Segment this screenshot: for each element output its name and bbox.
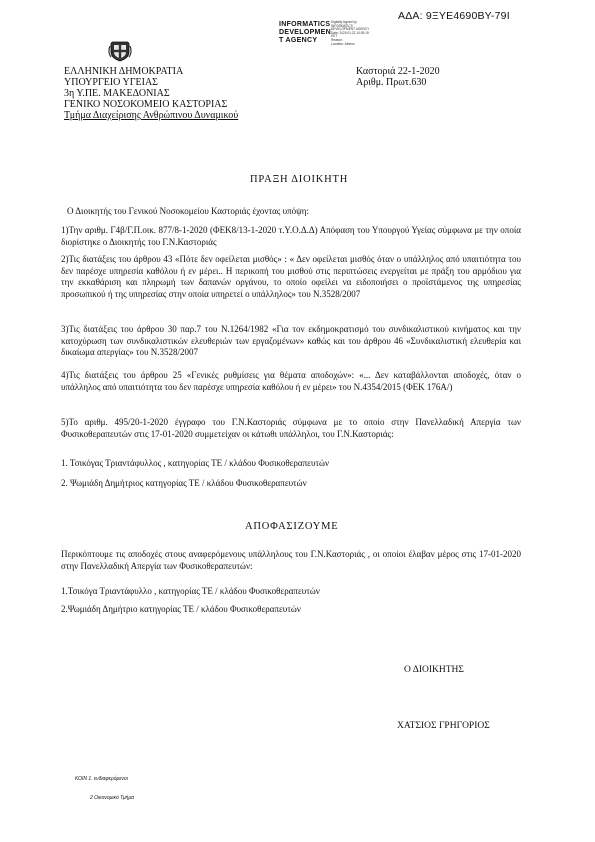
greek-coat-of-arms-emblem <box>108 39 132 66</box>
signature-detail-line: Date: 2020.01.22 10:39:15 <box>331 30 369 35</box>
employee-list-item: 1. Τσικόγας Τριαντάφυλλος , κατηγορίας ΤΕ / κλάδου Φυσικοθεραπευτών <box>61 458 330 468</box>
header-line: ΓΕΝΙΚΟ ΝΟΣΟΚΟΜΕΙΟ ΚΑΣΤΟΡΙΑΣ <box>64 99 228 110</box>
agency-line: INFORMATICS <box>279 21 331 28</box>
digital-signature-stamp <box>279 21 331 45</box>
signature-name: ΧΑΤΣΙΟΣ ΓΡΗΓΟΡΙΟΣ <box>397 721 490 731</box>
place-date-block <box>356 66 440 88</box>
intro-text: Ο Διοικητής του Γενικού Νοσοκομείου Καστοριάς έχοντας υπόψη: <box>67 206 309 216</box>
organisation-header <box>64 66 238 121</box>
consideration-1: 1)Την αριθμ. Γ4β/Γ.Π.οικ. 877/8-1-2020 (ΦΕΚ8/13-1-2020 τ.Υ.Ο.Δ.Δ) Απόφαση του Υπουργού Υγείας σύμφωνα με την οποία διορίστηκε ο Διοικητής του Γ.Ν.Καστοριάς <box>61 225 521 247</box>
consideration-4: 4)Τις διατάξεις του άρθρου 25 «Γενικές ρυθμίσεις για θέματα αποδοχών»: «... Δεν καταβάλλονται αποδοχές, όταν ο υπάλληλος από υπαιτιότητα του δεν παρέσχε υπηρεσία καθόλου ή εν μέρει» του Ν.4354/2015 (ΦΕΚ 176Α/) <box>61 370 521 392</box>
signature-detail-line: Reason: <box>331 37 343 42</box>
signature-role: Ο ΔΙΟΙΚΗΤΗΣ <box>404 665 464 675</box>
footer-cc-line: 2 Οικονομικό Τμήμα <box>90 795 134 801</box>
digital-signature-details <box>331 21 369 46</box>
decision-title: ΑΠΟΦΑΣΙΖΟΥΜΕ <box>245 521 339 532</box>
protocol-number: Αριθμ. Πρωτ.630 <box>356 77 427 88</box>
decision-list-item: 1.Τσικόγα Τριαντάφυλλο , κατηγορίας ΤΕ / κλάδου Φυσικοθεραπευτών <box>61 586 320 596</box>
agency-line: DEVELOPMEN <box>279 29 332 36</box>
header-line: 3η Υ.ΠΕ. ΜΑΚΕΔΟΝΙΑΣ <box>64 88 170 99</box>
decision-list-item: 2.Ψωμιάδη Δημήτριο κατηγορίας ΤΕ / κλάδου Φυσικοθεραπευτών <box>61 604 301 614</box>
department-name: Τμήμα Διαχείρισης Ανθρώπινου Δυναμικού <box>64 110 239 121</box>
signature-detail-line: DEVELOPMENT AGENCY <box>331 27 370 32</box>
consideration-5: 5)Το αριθμ. 495/20-1-2020 έγγραφο του Γ.Ν.Καστοριάς σύμφωνα με το οποίο στην Πανελλαδική Απεργία των Φυσικοθεραπευτών στις 17-01-2020 συμμετείχαν οι κάτωθι υπάλληλοι, του Γ.Ν.Καστοριάς: <box>61 417 521 439</box>
signature-detail-line: EET <box>331 34 338 39</box>
consideration-3: 3)Τις διατάξεις του άρθρου 30 παρ.7 του Ν.1264/1982 «Για τον εκδημοκρατισμό του συνδικαλιστικού κινήματος και την κατοχύρωση των συνδικαλιστικών ελευθεριών των εργαζομένων» καθώς και του άρθρου 46 «Συνδικαλιστική ελευθερία και δικαίωμα απεργίας» του Ν.3528/2007 <box>61 324 521 358</box>
place-date: Καστοριά 22-1-2020 <box>356 66 440 77</box>
employee-list-item: 2. Ψωμιάδη Δημήτριος κατηγορίας ΤΕ / κλάδου Φυσικοθεραπευτών <box>61 478 307 488</box>
document-title: ΠΡΑΞΗ ΔΙΟΙΚΗΤΗ <box>250 174 349 185</box>
signature-detail-line: Digitally signed by <box>331 20 357 24</box>
signature-detail-line: Location: Athens <box>331 41 355 46</box>
ada-code: ΑΔΑ: 9ΞΥΕ4690ΒΥ-79Ι <box>398 10 510 22</box>
footer-cc-line: ΚΟΙΝ 1. ενδιαφερόμενοι <box>75 776 128 782</box>
consideration-2: 2)Τις διατάξεις του άρθρου 43 «Πότε δεν οφείλεται μισθός» : « Δεν οφείλεται μισθός όταν ο υπάλληλος από υπαιτιότητα του δεν παρέσχε υπηρεσία καθόλου ή εν μέρει.. Η περικοπή του μισθού στις περιπτώσεις ενεργείται με πράξη του αρμόδιου για την εκκαθάριση και πληρωμή των δαπανών οργάνου, το οποίο οφείλει να ειδοποιήσει ο προϊστάμενος της υπηρεσίας προσωπικού ή της υπηρεσίας στην οποία υπηρετεί ο υπάλληλος» του Ν.3528/2007 <box>61 254 521 300</box>
header-line: ΥΠΟΥΡΓΕΙΟ ΥΓΕΙΑΣ <box>64 77 159 88</box>
decision-text: Περικόπτουμε τις αποδοχές στους αναφερόμενους υπάλληλους του Γ.Ν.Καστοριάς , οι οποίοι έλαβαν μέρος στις 17-01-2020 στην Πανελλαδική Απεργία των Φυσικοθεραπευτών: <box>61 549 521 571</box>
agency-line: T AGENCY <box>279 37 318 44</box>
header-line: ΕΛΛΗΝΙΚΗ ΔΗΜΟΚΡΑΤΙΑ <box>64 66 184 77</box>
signature-detail-line: INFORMATICS <box>331 23 353 28</box>
